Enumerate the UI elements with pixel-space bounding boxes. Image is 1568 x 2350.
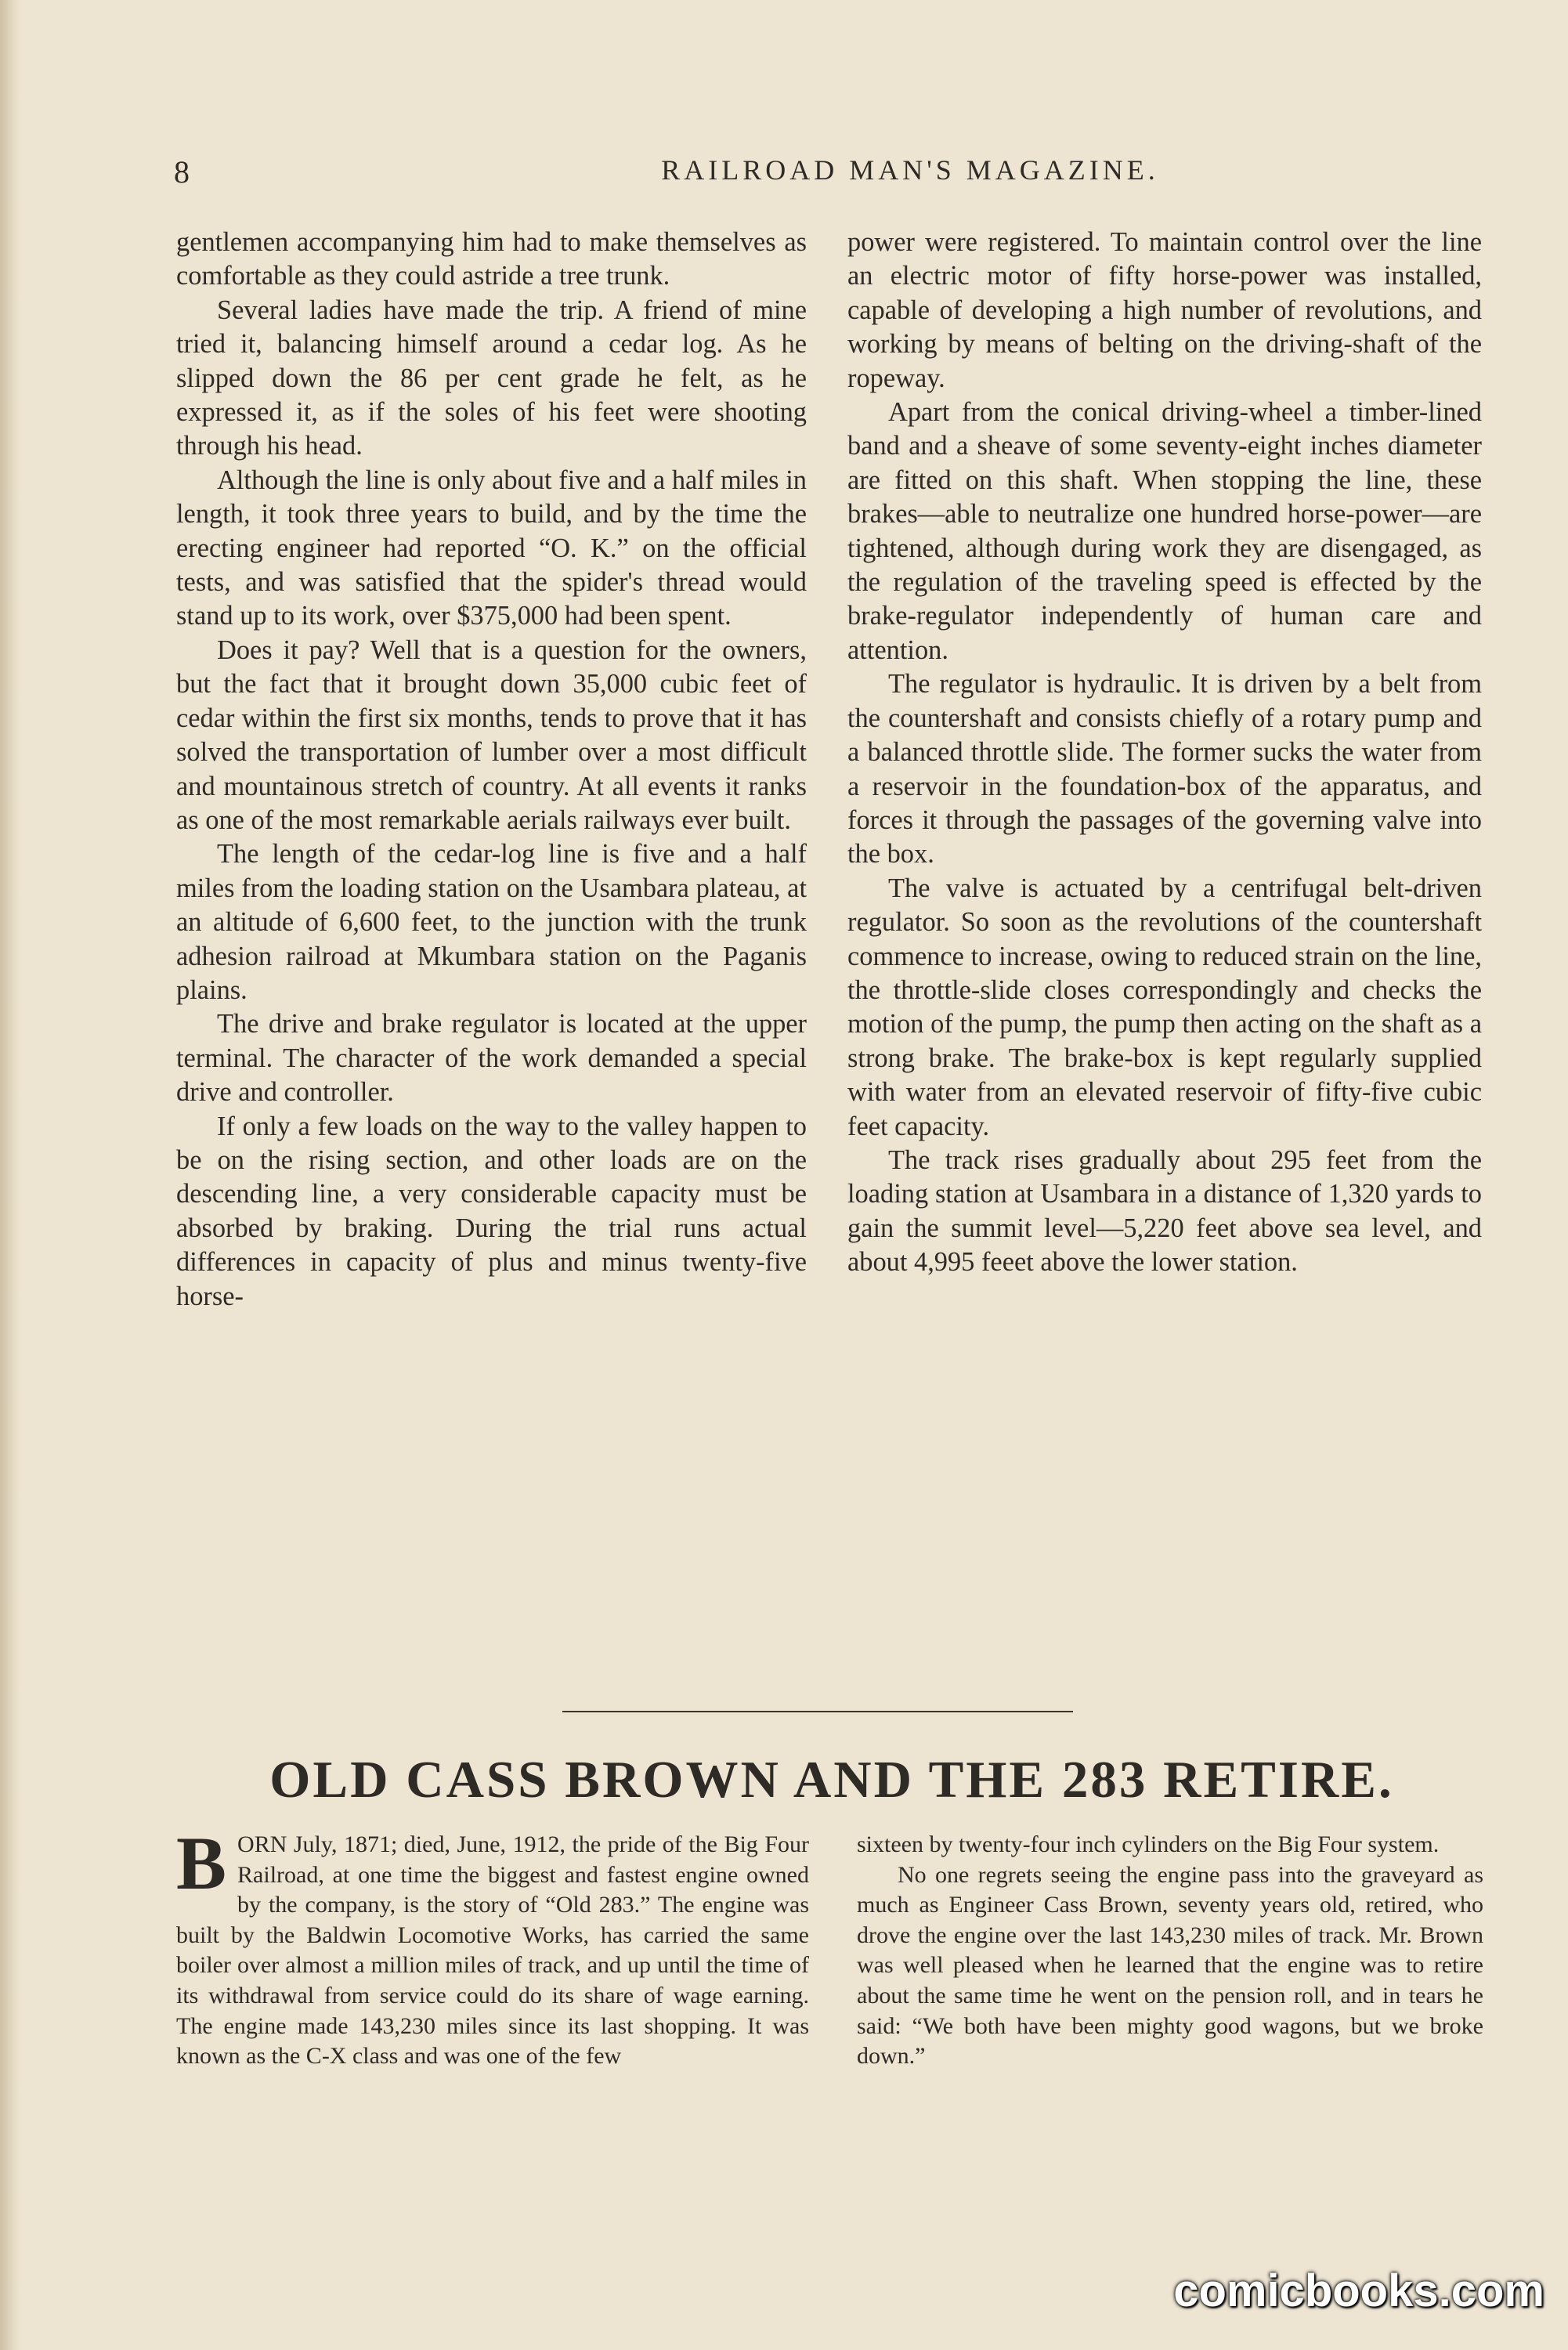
paragraph: If only a few loads on the way to the valley happen to be on the rising section, and other loads are on the descending line, a very considerable capacity must be absorbed by braking. During the trial runs actual differences in capacity of plus and minus twenty-five horse-	[176, 1111, 807, 1311]
article2-right-column	[857, 1830, 1483, 2072]
page-edge-shadow	[0, 0, 20, 2350]
paragraph: gentlemen accompanying him had to make themselves as comfortable as they could astride a tree trunk.	[176, 227, 807, 291]
paragraph: The valve is actuated by a centrifugal belt-driven regulator. So soon as the revolutions of the countershaft commence to increase, owing to reduced strain on the line, the throttle-slide closes correspondingly and checks the motion of the pump, the pump then acting on the shaft as a strong brake. The brake-box is kept regularly supplied with water from an elevated reservoir of fifty-five cubic feet capacity.	[847, 873, 1482, 1141]
article1-left-column	[176, 226, 807, 1314]
drop-cap: B	[176, 1821, 227, 1905]
paragraph: Does it pay? Well that is a question for the owners, but the fact that it brought down 35,000 cubic feet of cedar within the first six months, tends to prove that it has solved the transportation of lumber over a most difficult and mountainous stretch of country. At all events it ranks as one of the most remarkable aerials railways ever built.	[176, 634, 807, 835]
paragraph: The length of the cedar-log line is five and a half miles from the loading station on the Usambara plateau, at an altitude of 6,600 feet, to the junction with the trunk adhesion railroad at Mkumbara station on the Paganis plains.	[176, 839, 807, 1005]
paragraph: The track rises gradually about 295 feet from the loading station at Usambara in a distance of 1,320 yards to gain the summit level—5,220 feet above sea level, and about 4,995 feeet above the lower station.	[847, 1144, 1482, 1278]
site-watermark: comicbooks.com	[1173, 2265, 1545, 2316]
paragraph: No one regrets seeing the engine pass into the graveyard as much as Engineer Cass Brown, seventy years old, retired, who drove the engine over the last 143,230 miles of track. Mr. Brown was well pleased when he learned that the engine was to retire about the same time he went on the pension roll, and in tears he said: “We both have been mighty good wagons, but we broke down.”	[857, 1861, 1483, 2070]
paragraph: Several ladies have made the trip. A friend of mine tried it, balancing himself around a cedar log. As he slipped down the 86 per cent grade he felt, as he expressed it, as if the soles of his feet were shooting through his head.	[176, 295, 807, 461]
paragraph: sixteen by twenty-four inch cylinders on the Big Four system.	[857, 1831, 1440, 1857]
article1-right-column	[847, 226, 1482, 1280]
paragraph: Although the line is only about five and a half miles in length, it took three years to build, and by the time the erecting engineer had reported “O. K.” on the official tests, and was satisfied that the spider's thread would stand up to its work, over $375,000 had been spent.	[176, 465, 807, 631]
article2-left-column	[176, 1821, 809, 2072]
paragraph: The drive and brake regulator is located at the upper terminal. The character of the work demanded a special drive and controller.	[176, 1009, 807, 1108]
page-number: 8	[174, 154, 190, 190]
running-head: RAILROAD MAN'S MAGAZINE.	[661, 154, 1159, 186]
article2-paragraph	[176, 1821, 809, 2072]
paragraph: Apart from the conical driving-wheel a timber-lined band and a sheave of some seventy-eight inches diameter are fitted on this shaft. When stopping the line, these brakes—able to neutralize one hundred horse-power—are tightened, although during work they are disengaged, as the regulation of the traveling speed is effected by the brake-regulator independently of human care and attention.	[847, 397, 1482, 665]
section-divider	[562, 1711, 1073, 1712]
paragraph: The regulator is hydraulic. It is driven by a belt from the countershaft and consists chiefly of a rotary pump and a balanced throttle slide. The former sucks the water from a reservoir in the foundation-box of the apparatus, and forces it through the passages of the governing valve into the box.	[847, 669, 1482, 870]
paragraph: power were registered. To maintain control over the line an electric motor of fifty horse-power was installed, capable of developing a high number of revolutions, and working by means of belting on the driving-shaft of the ropeway.	[847, 227, 1482, 393]
page-header	[174, 154, 1490, 201]
article-title: OLD CASS BROWN AND THE 283 RETIRE.	[269, 1751, 1394, 1809]
article2-opening-text: ORN July, 1871; died, June, 1912, the pride of the Big Four Railroad, at one time the biggest and fastest engine owned by the company, is the story of “Old 283.” The engine was built by the Baldwin Locomotive Works, has carried the same boiler over almost a million miles of track, and up until the time of its withdrawal from service could do its share of wage earning. The engine made 143,230 miles since its last shopping. It was known as the C-X class and was one of the few	[176, 1831, 809, 2070]
